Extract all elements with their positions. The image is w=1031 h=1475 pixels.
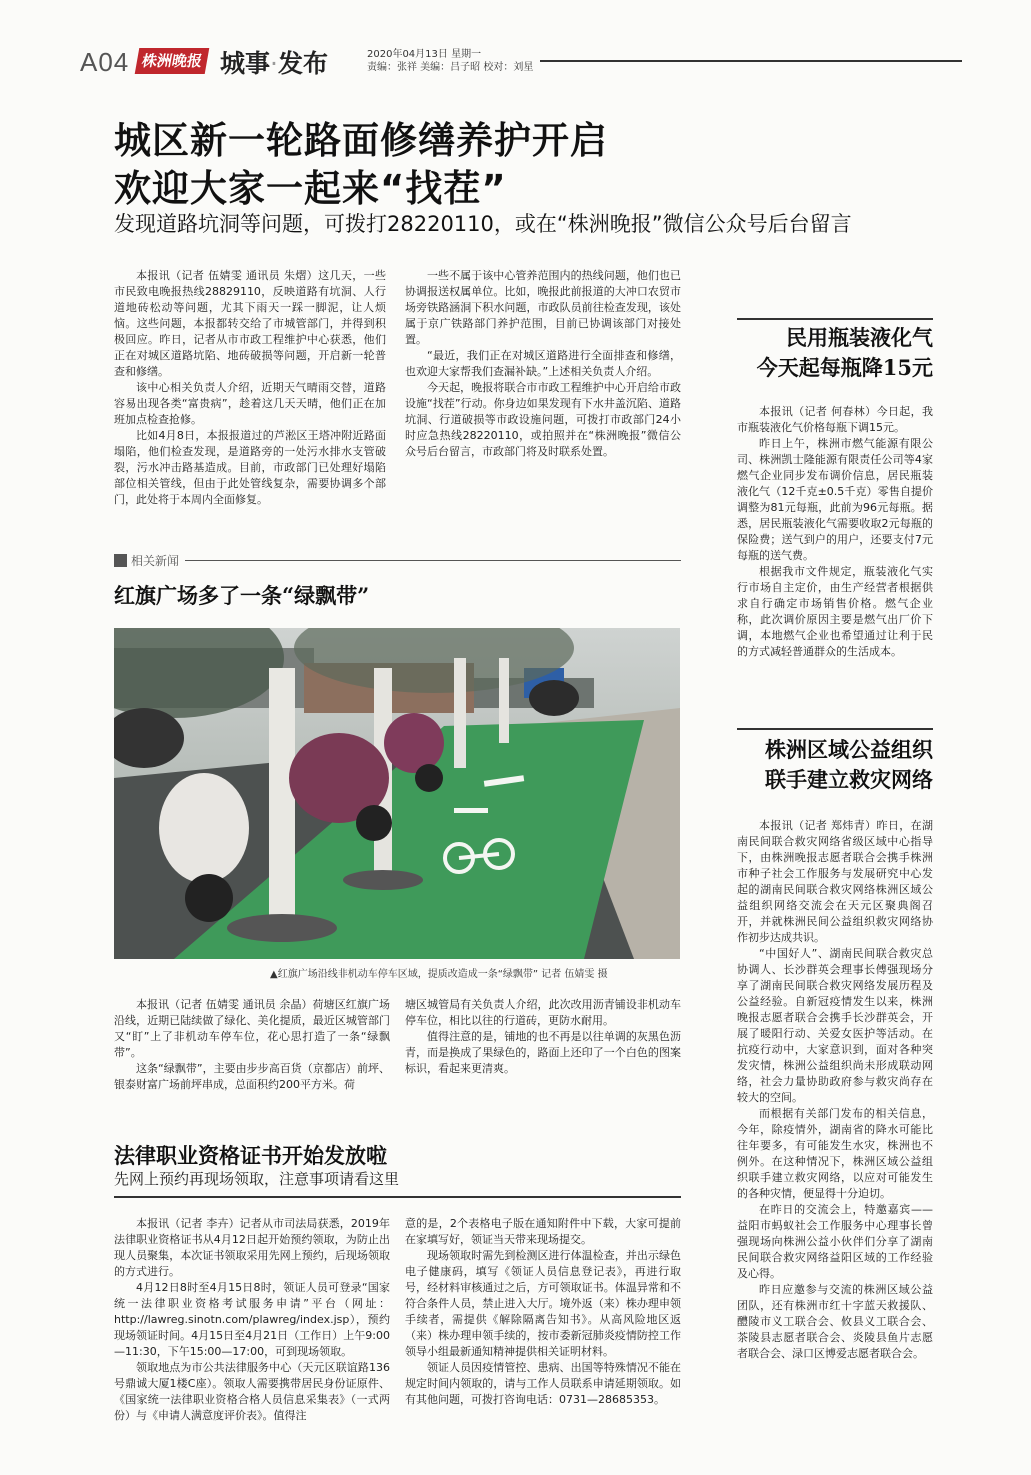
section-title bbox=[220, 44, 328, 80]
editor-credits: 责编：张祥 美编：吕子昭 校对：刘星 bbox=[367, 62, 534, 73]
gas-headline bbox=[700, 323, 933, 383]
paragraph: 意的是，2个表格电子版在通知附件中下载，大家可提前在家填写好，领证当天带来现场提交。 bbox=[405, 1217, 681, 1246]
charity-body bbox=[737, 818, 933, 1362]
gas-headline-line-2: 今天起每瓶降15元 bbox=[756, 355, 933, 380]
lead-headline-line-1: 城区新一轮路面修缮养护开启 bbox=[114, 119, 608, 162]
paragraph: 一些不属于该中心管养范围内的热线问题，他们也已协调报送权属单位。比如，晚报此前报道的大冲口农贸市场旁铁路涵洞下积水问题，市政队员前往检查发现，该处属于京广铁路部门养护范围，目前已协调该部门对接处置。 bbox=[405, 269, 681, 346]
related-news-label bbox=[114, 552, 179, 569]
related-label-text: 相关新闻 bbox=[131, 554, 180, 568]
bike-lane-photo-illustration bbox=[114, 628, 680, 959]
paragraph: 4月12日8时至4月15日8时，领证人员可登录“国家统一法律职业资格考试服务申请”平台（网址：http://lawreg.sinotn.com/plawreg/index.jsp），预约现场领证时间。4月15日至4月21日（工作日）上午9:00—11:30，下午15:00—17:00，可到现场领取。 bbox=[114, 1281, 390, 1358]
gas-top-rule bbox=[737, 318, 933, 320]
lead-column-1 bbox=[114, 268, 386, 508]
law-headline: 法律职业资格证书开始发放啦 bbox=[114, 1143, 387, 1168]
charity-top-rule bbox=[737, 728, 933, 730]
paragraph: 而根据有关部门发布的相关信息，今年，除疫情外，湖南省的降水可能比往年要多，有可能发生水灾，株洲也不例外。在这种情况下，株洲区域公益组织联手建立救灾网络，以应对可能发生的各种灾情，便显得十分迫切。 bbox=[737, 1107, 933, 1200]
dateline bbox=[367, 48, 533, 74]
law-subheadline: 先网上预约再现场领取，注意事项请看这里 bbox=[114, 1170, 400, 1188]
paragraph: 本报讯（记者 郑炜青）昨日，在湖南民间联合救灾网络省级区域中心指导下，由株洲晚报志愿者联合会携手株洲市种子社会工作服务与发展研究中心发起的湖南民间联合救灾网络株洲区域公益组织网络交流会在天元区聚典阁召开，并就株洲民间公益组织救灾网络协作初步达成共识。 bbox=[737, 819, 933, 944]
lead-deck: 发现道路坑洞等问题，可拨打28220110，或在“株洲晚报”微信公众号后台留言 bbox=[114, 212, 852, 236]
paragraph: 今天起，晚报将联合市市政工程维护中心开启给市政设施“找茬”行动。你身边如果发现有下水井盖沉陷、道路坑洞、行道破损等市政设施问题，可拨打市政部门24小时应急热线28220110，或拍照并在“株洲晚报”微信公众号后台留言，市政部门将及时联系处置。 bbox=[405, 381, 681, 458]
related-headline: 红旗广场多了一条“绿飘带” bbox=[114, 583, 370, 608]
gas-body bbox=[737, 404, 933, 660]
gas-headline-line-1: 民用瓶装液化气 bbox=[786, 325, 933, 350]
page-number: A04 bbox=[80, 47, 130, 77]
charity-headline bbox=[700, 735, 933, 795]
lead-headline-line-2: 欢迎大家一起来“找茬” bbox=[114, 167, 507, 210]
paragraph: 根据我市文件规定，瓶装液化气实行市场自主定价，由生产经营者根据供求自行确定市场销售价格。燃气企业称，此次调价原因主要是燃气出厂价下调，本地燃气企业也希望通过让利于民的方式减轻普通群众的生活成本。 bbox=[737, 565, 933, 658]
paragraph: 现场领取时需先到检测区进行体温检查，并出示绿色电子健康码，填写《领证人员信息登记表》，再进行取号，经材料审核通过之后，方可领取证书。体温异常和不符合条件人员，禁止进入大厅。境外返（来）株办理申领手续者，需提供《解除隔离告知书》。从高风险地区返（来）株办理申领手续的，按市委新冠肺炎疫情防控工作领导小组最新通知精神提供相关证明材料。 bbox=[405, 1249, 681, 1358]
issue-date: 2020年04月13日 星期一 bbox=[367, 49, 482, 60]
paragraph: 值得注意的是，铺地的也不再是以往单调的灰黑色沥青，而是换成了果绿色的，路面上还印了一个白色的图案标识，看起来更清爽。 bbox=[405, 1030, 681, 1075]
related-column-1 bbox=[114, 997, 390, 1093]
paragraph: 这条“绿飘带”，主要由步步高百货（京都店）前坪、银泰财富广场前坪串成，总面积约200平方米。荷 bbox=[114, 1062, 390, 1091]
paragraph: 领证人员因疫情管控、患病、出国等特殊情况不能在规定时间内领取的，请与工作人员联系申请延期领取。如有其他问题，可拨打咨询电话：0731—28685353。 bbox=[405, 1361, 681, 1406]
lead-column-2 bbox=[405, 268, 681, 460]
paragraph: 昨日上午，株洲市燃气能源有限公司、株洲凯士隆能源有限责任公司等4家燃气企业同步发布调价信息，居民瓶装液化气（12千克±0.5千克）零售自提价调整为81元每瓶，此前为96元每瓶。据悉，居民瓶装液化气需要收取2元每瓶的保险费；送气到户的用户，还要支付7元每瓶的送气费。 bbox=[737, 437, 933, 562]
paragraph: 本报讯（记者 伍婧雯 通讯员 朱熠）这几天，一些市民致电晚报热线28829110，反映道路有坑洞、人行道地砖松动等问题，尤其下雨天一踩一脚泥，让人烦恼。这些问题，本报都转交给了市城管部门，并得到积极回应。昨日，记者从市市政工程维护中心获悉，他们正在对城区道路坑陷、地砖破损等问题，开启新一轮普查和修缮。 bbox=[114, 269, 386, 378]
paragraph: 本报讯（记者 伍婧雯 通讯员 余晶）荷塘区红旗广场沿线，近期已陆续做了绿化、美化提质，最近区城管部门又“盯”上了非机动车停车位，花心思打造了一条“绿飘带”。 bbox=[114, 998, 390, 1059]
paragraph: 在昨日的交流会上，特邀嘉宾——益阳市蚂蚁社会工作服务中心理事长曾强现场向株洲公益小伙伴们分享了湖南民间联合救灾网络益阳区域的工作经验及心得。 bbox=[737, 1203, 933, 1280]
charity-headline-line-2: 联手建立救灾网络 bbox=[765, 767, 933, 792]
section-sub: 发布 bbox=[277, 49, 328, 78]
charity-headline-line-1: 株洲区域公益组织 bbox=[765, 737, 933, 762]
newspaper-logo: 株洲晚报 bbox=[135, 48, 210, 74]
law-rule bbox=[114, 1196, 681, 1198]
paragraph: “最近，我们正在对城区道路进行全面排查和修缮，也欢迎大家帮我们查漏补缺。”上述相关负责人介绍。 bbox=[405, 349, 681, 378]
paragraph: “中国好人”、湖南民间联合救灾总协调人、长沙群英会理事长傅强现场分享了湖南民间联合救灾网络发展历程及公益经验。自新冠疫情发生以来，株洲晚报志愿者联合会携手长沙群英会，开展了暖阳行动、关爱女医护等活动。在抗疫行动中，大家意识到，面对各种突发灾情，株洲公益组织尚未形成联动网络，社会力量协助政府参与救灾尚存在较大的空间。 bbox=[737, 947, 933, 1104]
paragraph: 昨日应邀参与交流的株洲区域公益团队，还有株洲市红十字蓝天救援队、醴陵市义工联合会、攸县义工联合会、茶陵县志愿者联合会、炎陵县鱼片志愿者联合会、渌口区博爱志愿者联合会。 bbox=[737, 1283, 933, 1360]
paragraph: 塘区城管局有关负责人介绍，此次改用沥青铺设非机动车停车位，相比以往的行道砖，更防水耐用。 bbox=[405, 998, 681, 1027]
bike-lane-photo bbox=[114, 628, 680, 959]
law-column-2 bbox=[405, 1216, 681, 1408]
photo-caption: ▲红旗广场沿线非机动车停车区域，提质改造成一条“绿飘带” 记者 伍婧雯 摄 bbox=[270, 969, 608, 980]
paragraph: 比如4月8日，本报报道过的芦淞区王塔冲附近路面塌陷，他们检查发现，是道路旁的一处污水排水支管破裂，污水冲击路基造成。目前，市政部门已处理好塌陷部位相关管线，但由于此处管线复杂，需要协调多个部门，此处将于本周内全面修复。 bbox=[114, 429, 386, 506]
section-separator: · bbox=[270, 49, 278, 78]
arrow-tag-icon bbox=[114, 554, 127, 567]
paragraph: 该中心相关负责人介绍，近期天气晴雨交替，道路容易出现各类“富贵病”，趁着这几天天晴，他们正在加班加点检查抢修。 bbox=[114, 381, 386, 426]
paragraph: 本报讯（记者 何春林）今日起，我市瓶装液化气价格每瓶下调15元。 bbox=[737, 405, 933, 434]
law-column-1 bbox=[114, 1216, 390, 1424]
masthead-rule bbox=[540, 60, 962, 62]
related-rule bbox=[185, 560, 681, 561]
related-column-2 bbox=[405, 997, 681, 1077]
paragraph: 本报讯（记者 李卉）记者从市司法局获悉，2019年法律职业资格证书从4月12日起开始预约领取，为防止出现人员聚集，本次证书领取采用先网上预约，后现场领取的方式进行。 bbox=[114, 1217, 390, 1278]
paragraph: 领取地点为市公共法律服务中心（天元区联谊路136号鼎诚大厦1楼C座）。领取人需要携带居民身份证原件、《国家统一法律职业资格合格人员信息采集表》（一式两份）与《申请人满意度评价表》。值得注 bbox=[114, 1361, 390, 1422]
section-main: 城事 bbox=[220, 49, 271, 78]
